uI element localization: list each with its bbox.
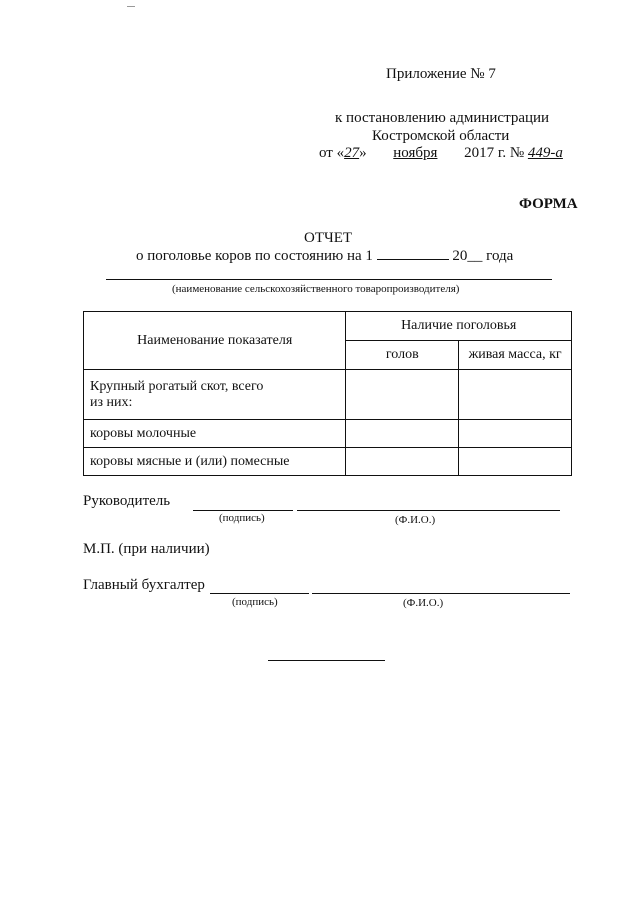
table-row: [84, 420, 572, 448]
head-name-caption: (Ф.И.О.): [395, 514, 436, 526]
subtitle-text: о поголовье коров по состоянию на 1: [136, 248, 373, 264]
table-row: [84, 370, 572, 420]
subtitle-year: 20__ года: [452, 248, 514, 264]
head-signature-caption: (подпись): [219, 512, 265, 524]
col-heads-header: голов: [346, 341, 459, 370]
report-title: ОТЧЕТ: [304, 230, 353, 246]
accountant-signature-line: [210, 593, 309, 594]
date-month: ноября: [393, 145, 438, 161]
heads-cell[interactable]: [346, 448, 459, 476]
producer-caption: (наименование сельскохозяйственного товаропроизводителя): [172, 283, 460, 295]
weight-cell[interactable]: [459, 448, 572, 476]
weight-cell[interactable]: [459, 420, 572, 448]
livestock-table: [83, 311, 572, 476]
resolution-date: [319, 145, 563, 162]
stamp-label: М.П. (при наличии): [83, 541, 210, 557]
date-prefix: от «: [319, 145, 345, 161]
accountant-signature-caption: (подпись): [232, 596, 278, 608]
weight-cell[interactable]: [459, 370, 572, 420]
head-name-line: [297, 510, 560, 511]
form-label: ФОРМА: [519, 196, 578, 212]
date-blank: [377, 247, 449, 260]
resolution-line-2: Костромской области: [372, 128, 510, 144]
accountant-label: Главный бухгалтер: [83, 577, 205, 593]
date-mid: »: [359, 145, 367, 161]
accountant-name-caption: (Ф.И.О.): [403, 597, 444, 609]
col-indicator-header: Наименование показателя: [84, 312, 346, 370]
heads-cell[interactable]: [346, 370, 459, 420]
producer-name-line: [106, 279, 552, 280]
row-label-line-2: из них:: [90, 394, 133, 410]
date-year: 2017 г. №: [464, 145, 525, 161]
heads-cell[interactable]: [346, 420, 459, 448]
head-signature-line: [193, 510, 293, 511]
accountant-name-line: [312, 593, 570, 594]
report-subtitle: [136, 247, 513, 265]
row-label: [84, 370, 346, 420]
date-day: 27: [344, 145, 360, 161]
col-weight-header: живая масса, кг: [459, 341, 572, 370]
row-label: коровы мясные и (или) помесные: [84, 448, 346, 476]
appendix-number: Приложение № 7: [386, 66, 496, 82]
date-number: 449-а: [527, 145, 563, 161]
resolution-line-1: к постановлению администрации: [335, 110, 550, 126]
col-group-header: Наличие поголовья: [346, 312, 572, 341]
table-row: [84, 448, 572, 476]
closing-line: [268, 660, 385, 661]
row-label: коровы молочные: [84, 420, 346, 448]
row-label-line-1: Крупный рогатый скот, всего: [90, 378, 264, 394]
head-label: Руководитель: [83, 493, 171, 509]
scan-mark: [127, 6, 135, 7]
